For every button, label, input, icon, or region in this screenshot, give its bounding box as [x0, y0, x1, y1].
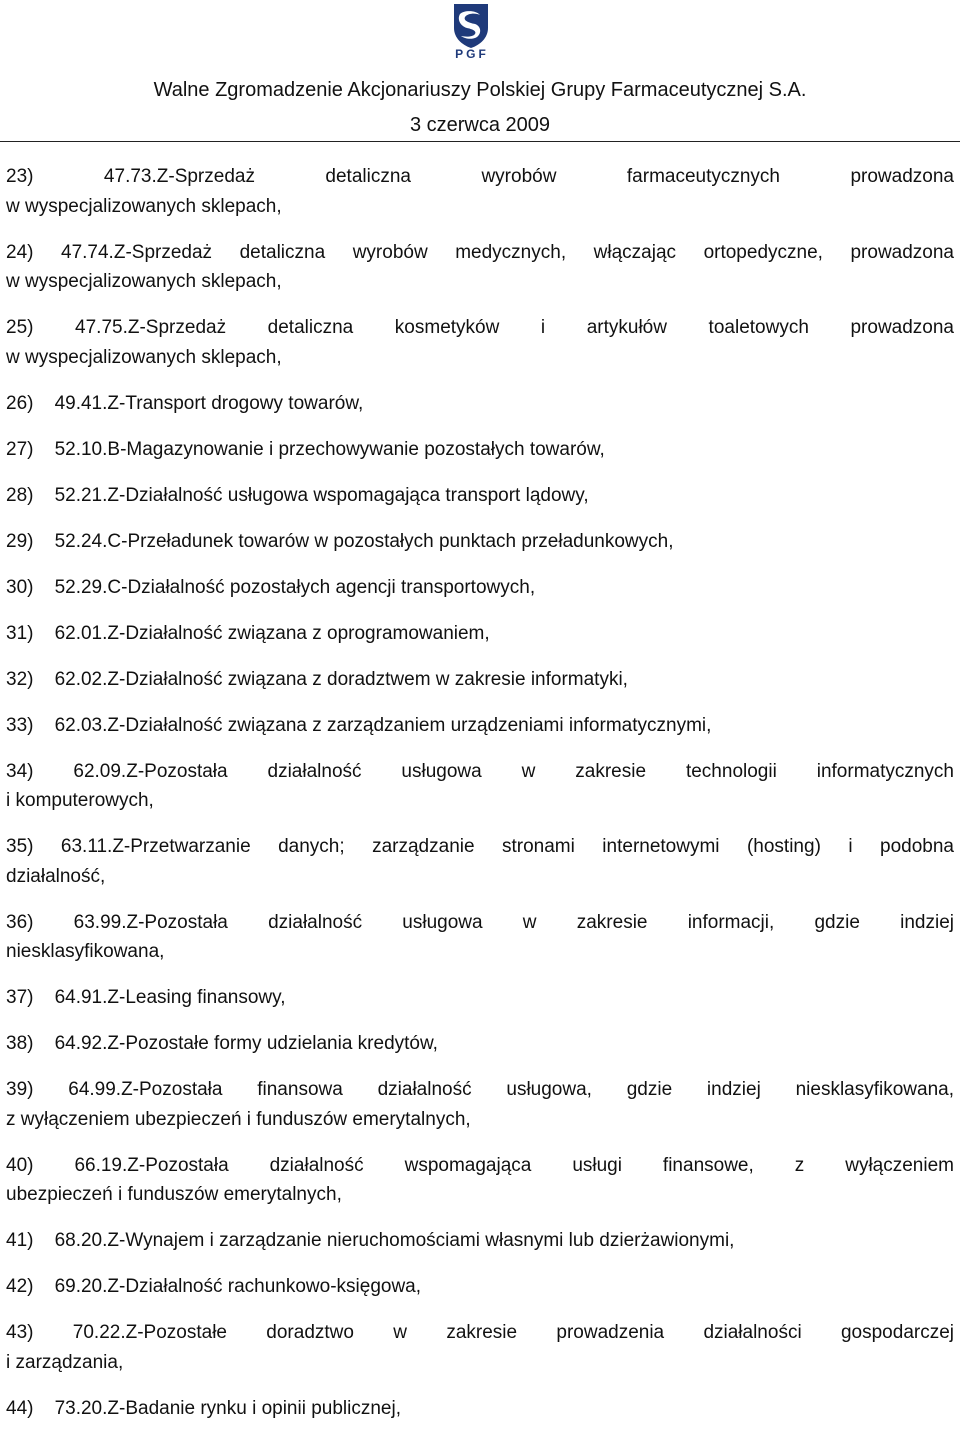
list-item-line-2: w wyspecjalizowanych sklepach, — [6, 271, 282, 292]
list-item — [0, 435, 960, 465]
header-divider — [0, 141, 960, 142]
list-item — [0, 162, 960, 221]
list-item-line-1: 25) 47.75.Z-Sprzedaż detaliczna kosmetyków i artykułów toaletowych prowadzona — [6, 317, 954, 338]
item-spacer — [0, 740, 960, 757]
item-spacer — [0, 372, 960, 389]
item-spacer — [0, 967, 960, 984]
list-item — [0, 1226, 960, 1256]
list-item-line-1: 23) 47.73.Z-Sprzedaż detaliczna wyrobów farmaceutycznych prowadzona — [6, 166, 954, 187]
list-item-line-1: 33) 62.03.Z-Działalność związana z zarządzaniem urządzeniami informatycznymi, — [6, 714, 712, 736]
item-spacer — [0, 556, 960, 573]
item-spacer — [0, 1059, 960, 1076]
list-item — [0, 1075, 960, 1134]
header-date: 3 czerwca 2009 — [409, 114, 551, 136]
list-item-line-1: 43) 70.22.Z-Pozostałe doradztwo w zakresie prowadzenia działalności gospodarczej — [6, 1322, 954, 1343]
list-item-line-1: 30) 52.29.C-Działalność pozostałych agencji transportowych, — [6, 576, 536, 598]
list-item — [0, 832, 960, 891]
list-item — [0, 983, 960, 1013]
item-spacer — [0, 1134, 960, 1151]
list-item — [0, 238, 960, 297]
list-item-line-1: 38) 64.92.Z-Pozostałe formy udzielania kredytów, — [6, 1033, 438, 1054]
list-item — [0, 313, 960, 372]
list-item-line-1: 26) 49.41.Z-Transport drogowy towarów, — [6, 392, 364, 414]
item-spacer — [0, 1013, 960, 1030]
list-item — [0, 481, 960, 511]
list-item — [0, 619, 960, 649]
list-item — [0, 1029, 960, 1059]
page-header — [0, 0, 960, 142]
item-spacer — [0, 1256, 960, 1273]
list-item-line-1: 31) 62.01.Z-Działalność związana z oprogramowaniem, — [6, 622, 490, 644]
header-title: Walne Zgromadzenie Akcjonariuszy Polskiej Grupy Farmaceutycznej S.A. — [153, 79, 807, 101]
list-item — [0, 573, 960, 603]
list-item-line-1: 44) 73.20.Z-Badanie rynku i opinii publicznej, — [6, 1397, 402, 1419]
list-item-line-2: i komputerowych, — [6, 790, 154, 811]
list-item — [0, 1394, 960, 1424]
list-item-line-1: 36) 63.99.Z-Pozostała działalność usługowa w zakresie informacji, gdzie indziej — [6, 911, 954, 933]
item-spacer — [0, 602, 960, 619]
item-spacer — [0, 418, 960, 435]
document-body — [0, 162, 960, 1423]
list-item — [0, 389, 960, 419]
list-item-line-1: 40) 66.19.Z-Pozostała działalność wspomagająca usługi finansowe, z wyłączeniem — [6, 1154, 954, 1176]
list-item-line-1: 41) 68.20.Z-Wynajem i zarządzanie nieruchomościami własnymi lub dzierżawionymi, — [6, 1230, 735, 1251]
item-spacer — [0, 221, 960, 238]
list-item — [0, 757, 960, 816]
list-item — [0, 1272, 960, 1302]
list-item-line-1: 27) 52.10.B-Magazynowanie i przechowywanie pozostałych towarów, — [6, 438, 605, 460]
item-spacer — [0, 694, 960, 711]
list-item-line-1: 42) 69.20.Z-Działalność rachunkowo-księgowa, — [6, 1276, 422, 1297]
list-item-line-2: niesklasyfikowana, — [6, 941, 165, 962]
logo-letters: PGF — [455, 47, 489, 61]
list-item — [0, 1318, 960, 1377]
list-item-line-1: 29) 52.24.C-Przeładunek towarów w pozostałych punktach przeładunkowych, — [6, 530, 674, 552]
item-spacer — [0, 510, 960, 527]
list-item-line-1: 24) 47.74.Z-Sprzedaż detaliczna wyrobów medycznych, włączając ortopedyczne, prowadzona — [6, 241, 954, 263]
item-spacer — [0, 297, 960, 314]
list-item-line-2: i zarządzania, — [6, 1351, 124, 1373]
list-item-line-1: 32) 62.02.Z-Działalność związana z doradztwem w zakresie informatyki, — [6, 668, 628, 690]
list-item — [0, 1151, 960, 1210]
list-item — [0, 908, 960, 967]
list-item — [0, 527, 960, 557]
list-item — [0, 711, 960, 741]
list-item-line-1: 39) 64.99.Z-Pozostała finansowa działalność usługowa, gdzie indziej niesklasyfikowana, — [6, 1079, 954, 1100]
item-spacer — [0, 1302, 960, 1319]
list-item-line-2: w wyspecjalizowanych sklepach, — [6, 346, 282, 368]
list-item-line-2: ubezpieczeń i funduszów emerytalnych, — [6, 1184, 342, 1205]
item-spacer — [0, 816, 960, 833]
item-spacer — [0, 464, 960, 481]
list-item-line-1: 28) 52.21.Z-Działalność usługowa wspomagająca transport lądowy, — [6, 484, 589, 506]
list-item-line-1: 35) 63.11.Z-Przetwarzanie danych; zarządzanie stronami internetowymi (hosting) i podobna — [6, 836, 954, 857]
list-item-line-1: 34) 62.09.Z-Pozostała działalność usługowa w zakresie technologii informatycznych — [6, 760, 954, 782]
item-spacer — [0, 891, 960, 908]
list-item-line-1: 37) 64.91.Z-Leasing finansowy, — [6, 987, 286, 1008]
list-item-line-2: z wyłączeniem ubezpieczeń i funduszów emerytalnych, — [6, 1108, 471, 1130]
item-spacer — [0, 1377, 960, 1394]
item-spacer — [0, 648, 960, 665]
list-item-line-2: w wyspecjalizowanych sklepach, — [6, 195, 282, 217]
list-item — [0, 665, 960, 695]
item-spacer — [0, 1210, 960, 1227]
list-item-line-2: działalność, — [6, 865, 106, 887]
